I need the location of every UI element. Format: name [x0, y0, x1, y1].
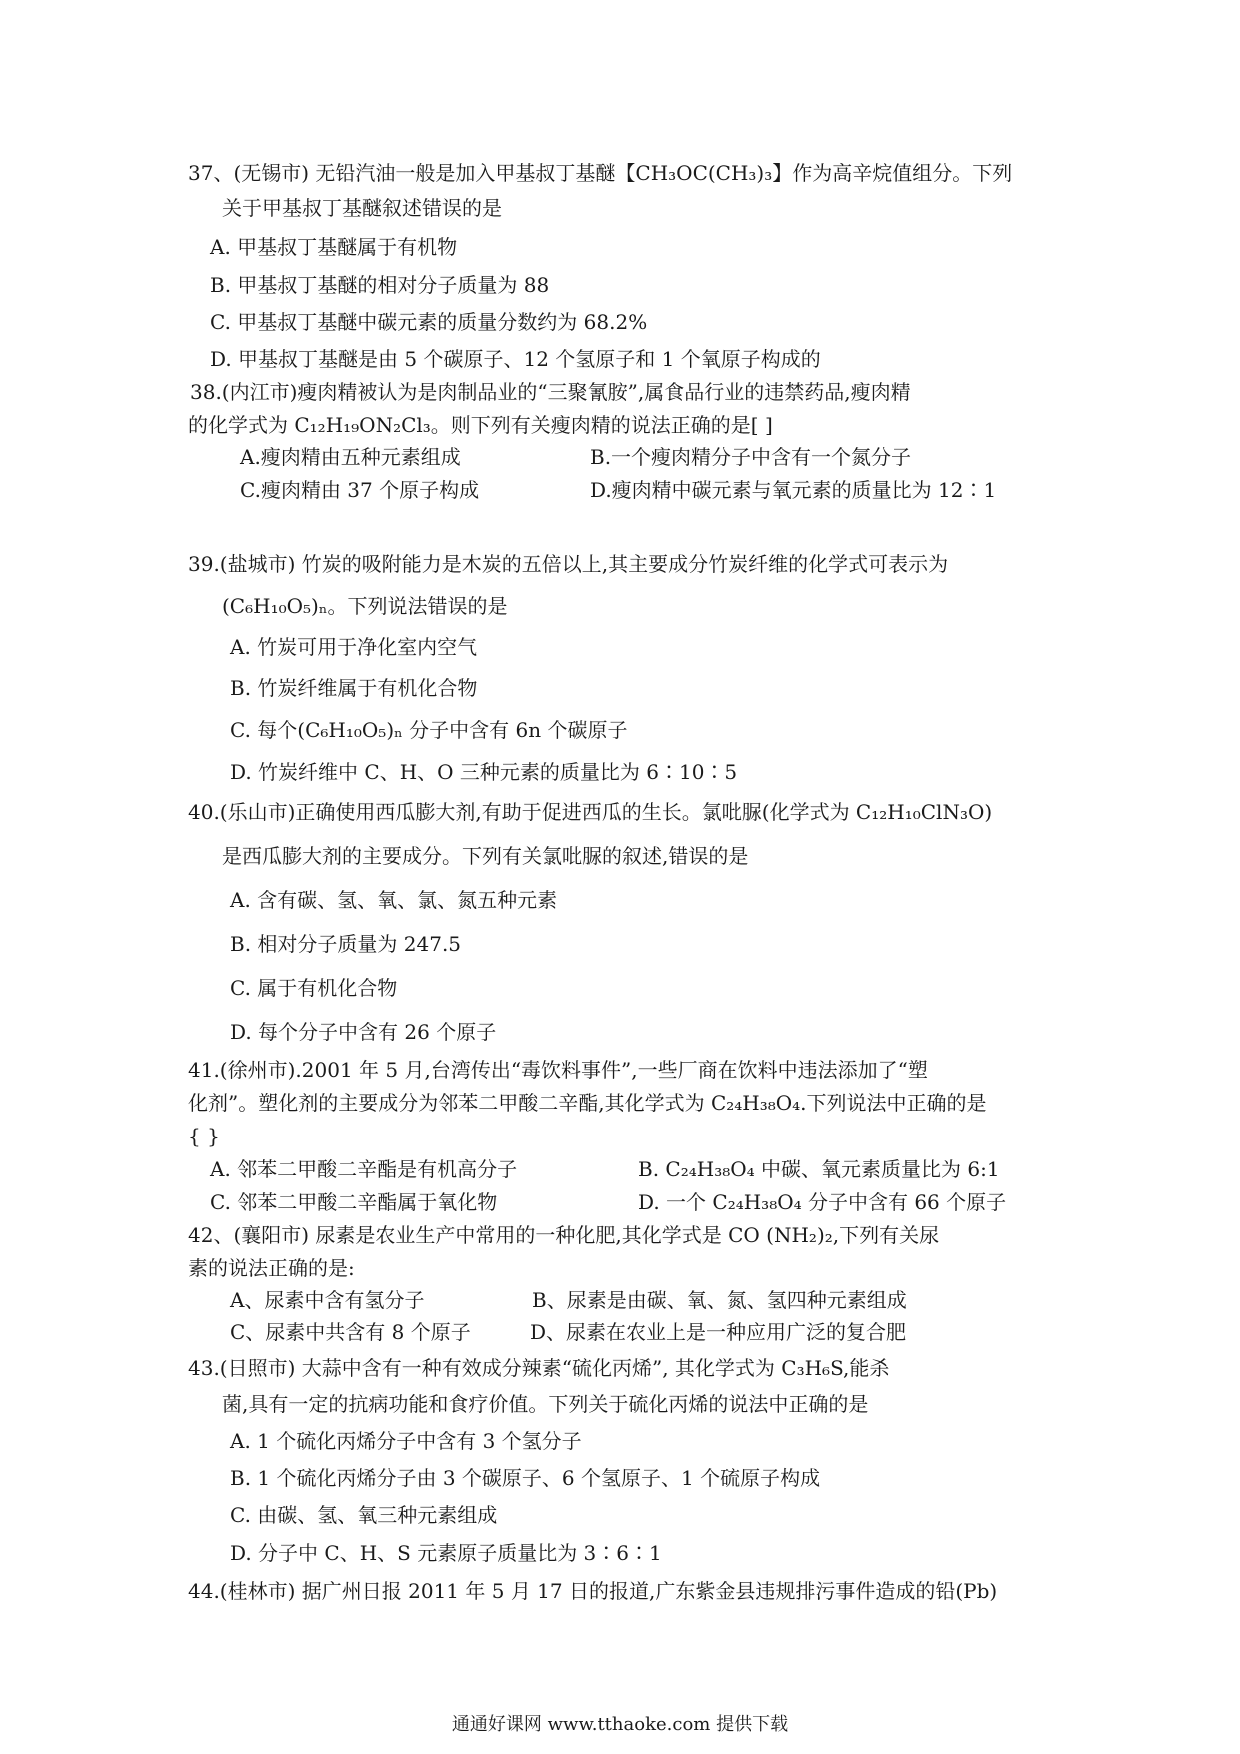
- question-stem: 43.(日照市) 大蒜中含有一种有效成分辣素“硫化丙烯”, 其化学式为 C₃H₆S,能杀: [188, 1356, 890, 1380]
- question-stem: 44.(桂林市) 据广州日报 2011 年 5 月 17 日的报道,广东紫金县违规排污事件造成的铅(Pb): [188, 1579, 998, 1603]
- option-d: D. 分子中 C、H、S 元素原子质量比为 3∶6∶1: [230, 1541, 662, 1565]
- option-b: B. 1 个硫化丙烯分子由 3 个碳原子、6 个氢原子、1 个硫原子构成: [230, 1466, 821, 1490]
- option-a: A. 甲基叔丁基醚属于有机物: [210, 235, 458, 259]
- answer-bracket: { }: [188, 1124, 220, 1148]
- question-stem: 39.(盐城市) 竹炭的吸附能力是木炭的五倍以上,其主要成分竹炭纤维的化学式可表示为: [188, 552, 949, 576]
- option-a: A. 邻苯二甲酸二辛酯是有机高分子: [210, 1157, 518, 1181]
- question-stem: 菌,具有一定的抗病功能和食疗价值。下列关于硫化丙烯的说法中正确的是: [222, 1392, 869, 1416]
- question-stem: 40.(乐山市)正确使用西瓜膨大剂,有助于促进西瓜的生长。氯吡脲(化学式为 C₁₂H₁₀ClN₃O): [188, 800, 993, 824]
- option-c: C、尿素中共含有 8 个原子: [230, 1320, 471, 1344]
- question-stem: 38.(内江市)瘦肉精被认为是肉制品业的“三聚氰胺”,属食品行业的违禁药品,瘦肉精: [190, 380, 911, 404]
- question-stem: 素的说法正确的是:: [188, 1256, 355, 1280]
- question-stem: 关于甲基叔丁基醚叙述错误的是: [222, 196, 502, 220]
- question-stem: 42、(襄阳市) 尿素是农业生产中常用的一种化肥,其化学式是 CO (NH₂)₂,下列有关尿: [188, 1223, 940, 1247]
- option-d: D.瘦肉精中碳元素与氧元素的质量比为 12∶1: [590, 478, 997, 502]
- option-c: C. 属于有机化合物: [230, 976, 398, 1000]
- option-b: B.一个瘦肉精分子中含有一个氮分子: [590, 445, 912, 469]
- question-stem: 37、(无锡市) 无铅汽油一般是加入甲基叔丁基醚【CH₃OC(CH₃)₃】作为高辛烷值组分。下列: [188, 161, 1013, 185]
- page-footer: 通通好课网 www.tthaoke.com 提供下载: [451, 1714, 789, 1735]
- option-b: B. 甲基叔丁基醚的相对分子质量为 88: [210, 273, 550, 297]
- option-d: D、尿素在农业上是一种应用广泛的复合肥: [530, 1320, 907, 1344]
- option-c: C. 甲基叔丁基醚中碳元素的质量分数约为 68.2%: [210, 310, 648, 334]
- question-stem: (C₆H₁₀O₅)ₙ。下列说法错误的是: [222, 594, 508, 618]
- option-b: B. 竹炭纤维属于有机化合物: [230, 676, 478, 700]
- option-c: C.瘦肉精由 37 个原子构成: [240, 478, 480, 502]
- option-b: B. C₂₄H₃₈O₄ 中碳、氧元素质量比为 6:1: [638, 1157, 1000, 1181]
- option-d: D. 甲基叔丁基醚是由 5 个碳原子、12 个氢原子和 1 个氧原子构成的: [210, 347, 821, 371]
- option-c: C. 邻苯二甲酸二辛酯属于氧化物: [210, 1190, 498, 1214]
- option-c: C. 每个(C₆H₁₀O₅)ₙ 分子中含有 6n 个碳原子: [230, 718, 628, 742]
- option-a: A. 竹炭可用于净化室内空气: [230, 635, 478, 659]
- option-b: B、尿素是由碳、氧、氮、氢四种元素组成: [532, 1288, 907, 1312]
- question-stem: 的化学式为 C₁₂H₁₉ON₂Cl₃。则下列有关瘦肉精的说法正确的是[ ]: [188, 413, 773, 437]
- option-b: B. 相对分子质量为 247.5: [230, 932, 462, 956]
- option-d: D. 一个 C₂₄H₃₈O₄ 分子中含有 66 个原子: [638, 1190, 1007, 1214]
- question-stem: 化剂”。塑化剂的主要成分为邻苯二甲酸二辛酯,其化学式为 C₂₄H₃₈O₄.下列说法中正确的是: [188, 1091, 987, 1115]
- option-a: A. 1 个硫化丙烯分子中含有 3 个氢分子: [230, 1429, 582, 1453]
- question-stem: 41.(徐州市).2001 年 5 月,台湾传出“毒饮料事件”,一些厂商在饮料中违法添加了“塑: [188, 1058, 928, 1082]
- question-stem: 是西瓜膨大剂的主要成分。下列有关氯吡脲的叙述,错误的是: [222, 844, 749, 868]
- option-a: A.瘦肉精由五种元素组成: [240, 445, 461, 469]
- option-c: C. 由碳、氢、氧三种元素组成: [230, 1503, 498, 1527]
- option-a: A. 含有碳、氢、氧、氯、氮五种元素: [230, 888, 558, 912]
- option-a: A、尿素中含有氢分子: [230, 1288, 425, 1312]
- option-d: D. 竹炭纤维中 C、H、O 三种元素的质量比为 6∶10∶5: [230, 760, 738, 784]
- option-d: D. 每个分子中含有 26 个原子: [230, 1020, 497, 1044]
